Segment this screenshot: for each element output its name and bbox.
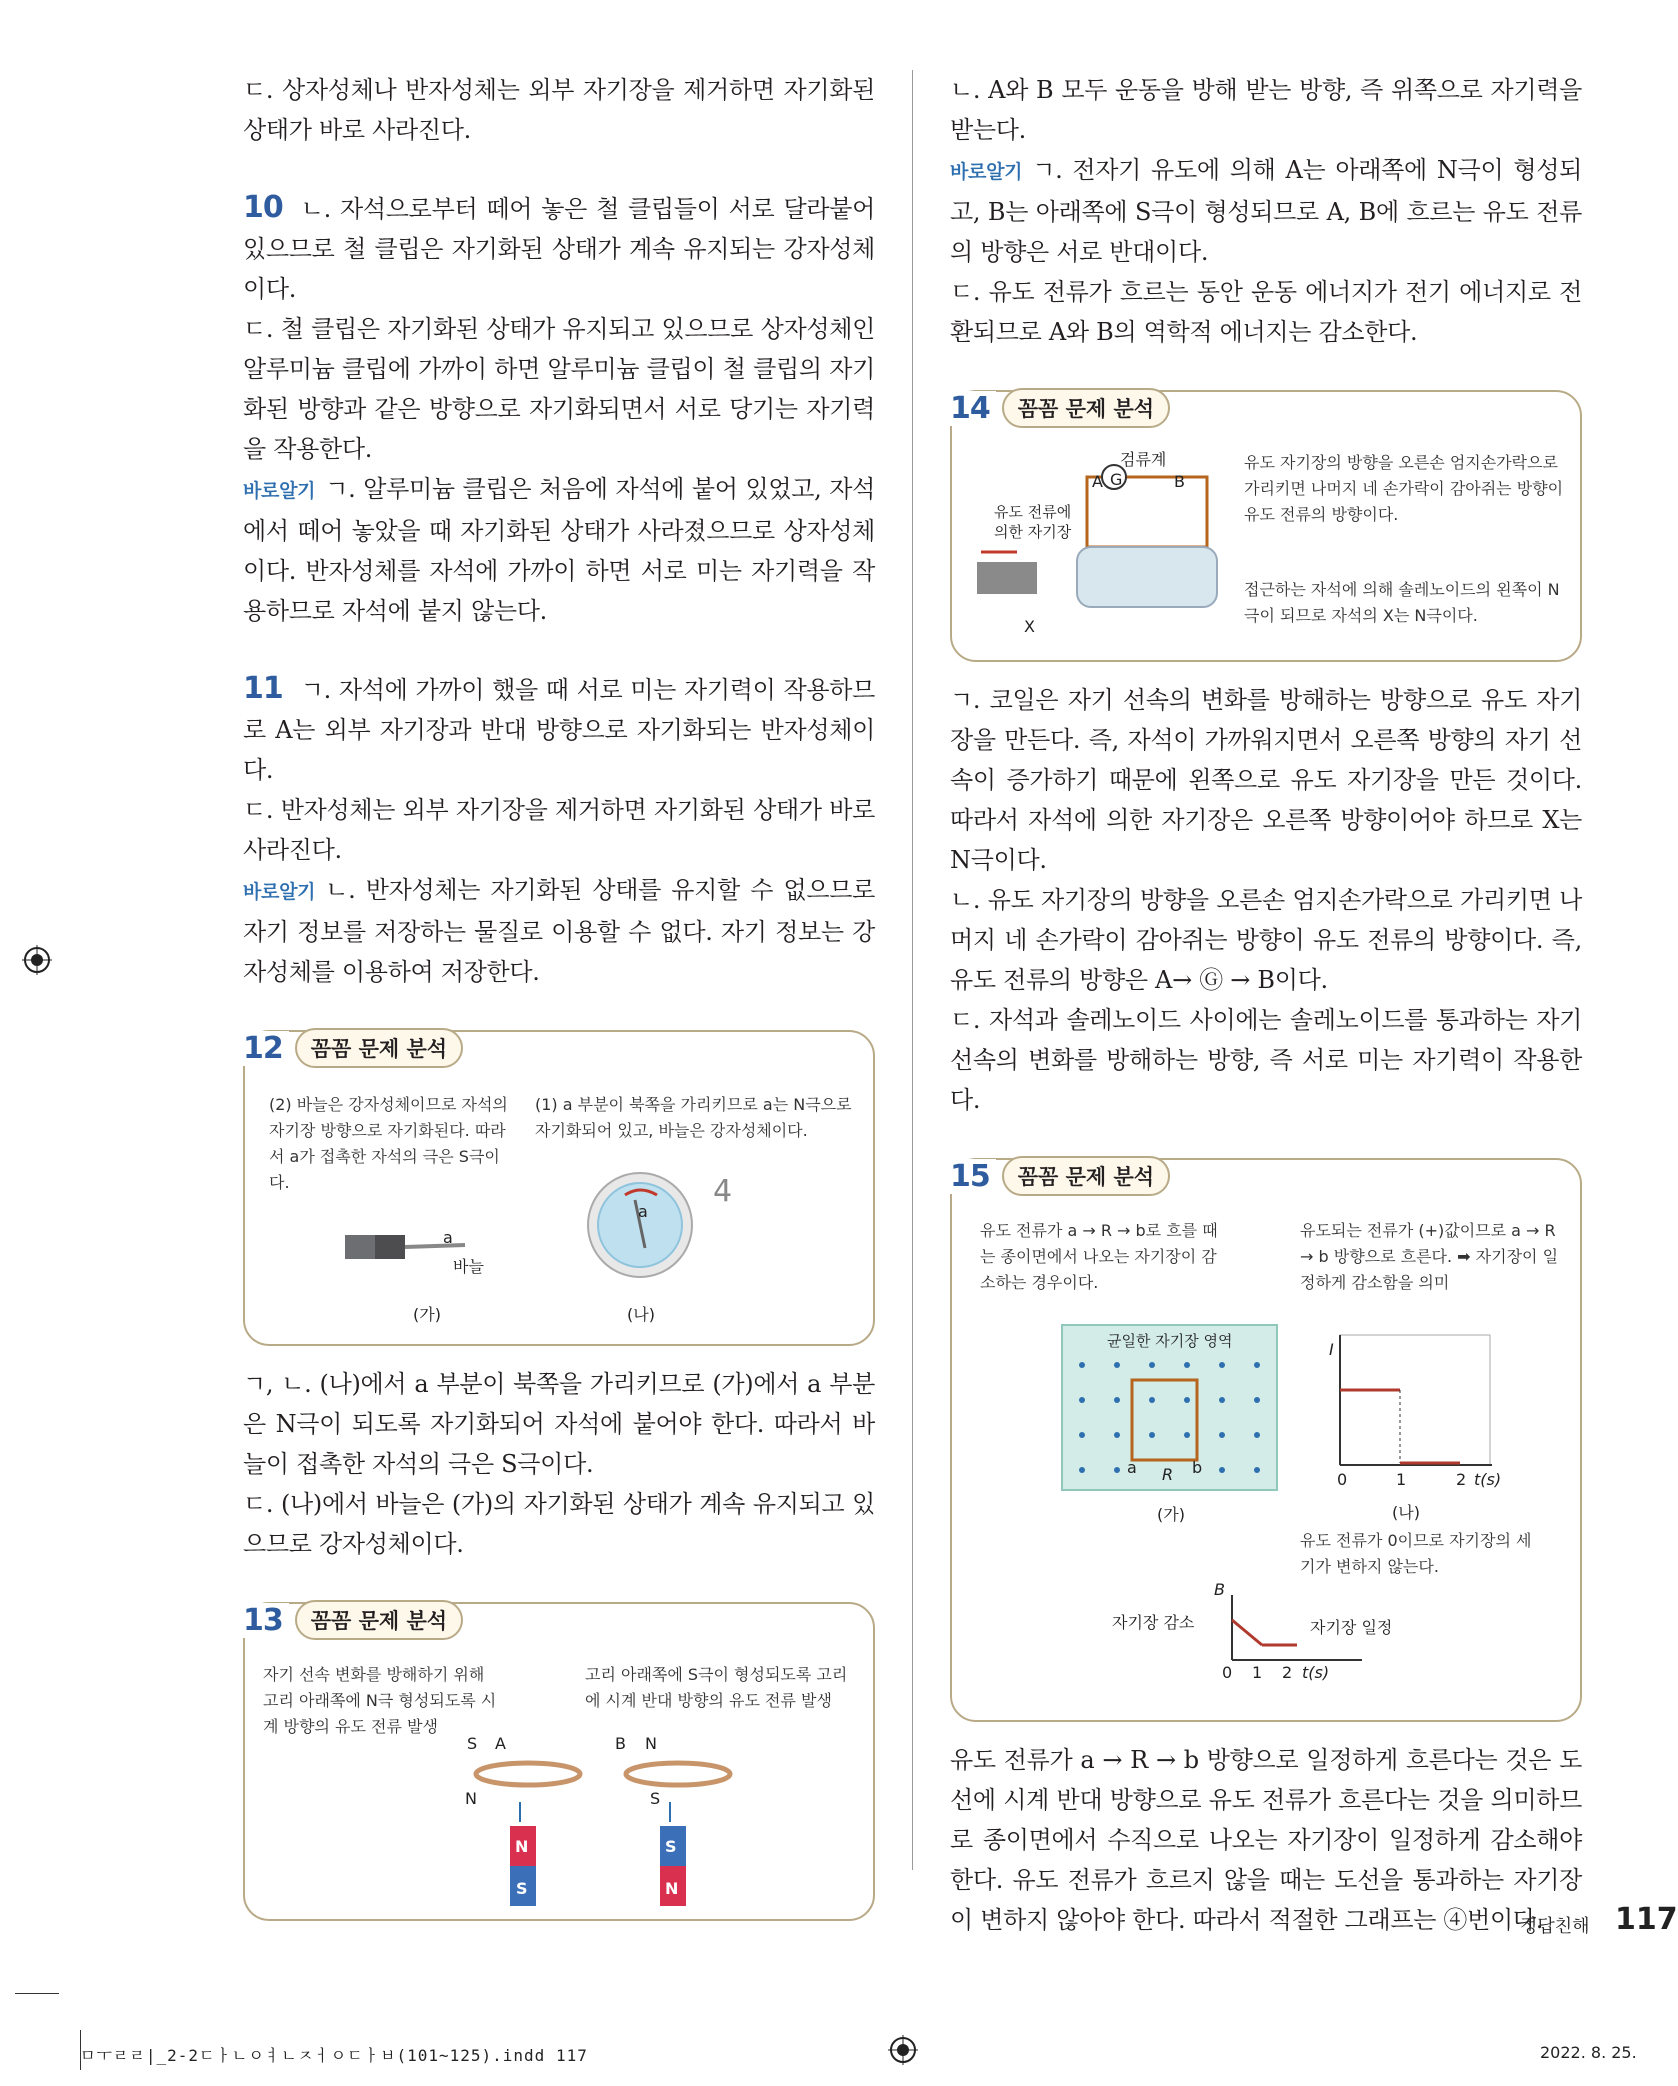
label-G: G [1110,470,1123,489]
q10-baro [243,469,875,631]
registration-mark-icon [22,945,52,975]
label-constant: 자기장 일정 [1310,1618,1393,1637]
label-a2: a [638,1202,648,1221]
circuit-wire [1087,477,1207,547]
right-column [950,70,1582,1940]
caption-na: (나) [627,1305,655,1324]
page-label: 정답친해 [1520,1916,1590,1937]
label-X: X [1024,617,1035,636]
left-column [243,70,875,1921]
rings-magnets-figure [470,1754,760,1914]
ring-a [476,1763,580,1785]
question-number: 10 [243,190,283,225]
label-A: A [495,1734,506,1753]
graph-I-label: I [1329,1340,1334,1359]
q14-note-2: 접근하는 자석에 의해 솔레노이드의 왼쪽이 N극이 되므로 자석의 X는 N극이다. [1244,580,1560,625]
b-tick-2: 2 [1282,1663,1293,1682]
label-induced-field: 유도 전류에 의한 자기장 [994,503,1072,541]
label-a: a [1127,1458,1137,1477]
label-galvanometer: 검류계 [1120,450,1167,469]
q11-baro [243,870,875,992]
caption-ga: (가) [1157,1505,1185,1524]
analysis-tag: 꼼꼼 문제 분석 [1002,388,1170,428]
solenoid-tube [1077,547,1217,607]
q14-p1: ㄱ. 코일은 자기 선속의 변화를 방해하는 방향으로 유도 자기장을 만든다. 즉, 자석이 가까워지면서 오른쪽 방향의 자기 선속이 증가하기 때문에 왼쪽으로 유도 자기장을 만든 것이다. 따라서 자석에 의한 자기장은 오른쪽 방향이어야 하므로 X는 N극이다. [950,686,1582,874]
b-tick-0: 0 [1222,1663,1233,1682]
caption-ga: (가) [413,1305,441,1324]
label-a: a [443,1228,453,1247]
analysis-tag: 꼼꼼 문제 분석 [1002,1156,1170,1196]
label-S2: S [650,1789,661,1808]
caption-na: (나) [1392,1503,1420,1522]
baro-label: 바로알기 [243,480,316,502]
label-needle: 바늘 [453,1257,484,1276]
q15-analysis-box [950,1158,1582,1722]
label-b: b [1192,1458,1203,1477]
q13-note-left: 자기 선속 변화를 방해하기 위해 고리 아래쪽에 N극 형성되도록 시계 방향의 유도 전류 발생 [263,1665,497,1736]
registration-mark-icon [888,2035,918,2065]
question-number: 14 [944,391,996,426]
q12-p2: ㄷ. (나)에서 바늘은 (가)의 자기화된 상태가 계속 유지되고 있으므로 강자성체이다. [243,1490,875,1558]
label-N2: N [645,1734,657,1753]
t-label: t(s) [1474,1470,1502,1489]
baro-label: 바로알기 [950,161,1023,183]
magnet1-bottom-label: S [516,1879,528,1898]
footer-filename: ㅁㅜㄹㄹ|_2-2ㄷㅏㄴㅇㅕㄴㅈㅓㅇㄷㅏㅂ(101~125).indd 117 [80,2046,588,2065]
q13-note-right: 고리 아래쪽에 S극이 형성되도록 고리에 시계 반대 방향의 유도 전류 발생 [585,1665,848,1710]
q10-baro-text: ㄱ. 알루미늄 클립은 처음에 자석에 붙어 있었고, 자석에서 떼어 놓았을 때 자기화된 상태가 사라졌으므로 상자성체이다. 반자성체를 자석에 가까이 하면 서로 미는 자기력을 작용하므로 자석에 붙지 않는다. [243,475,875,625]
analysis-tag: 꼼꼼 문제 분석 [295,1600,463,1640]
label-B: B [615,1734,626,1753]
bar-magnet [977,562,1037,594]
b-decrease-line [1232,1620,1262,1645]
q12-note-left: (2) 바늘은 강자성체이므로 자석의 자기장 방향으로 자기화된다. 따라서 a가 접촉한 자석의 극은 S극이다. [269,1095,508,1192]
box-header [237,1028,463,1068]
q12-analysis-box [243,1030,875,1346]
b-t-label: t(s) [1302,1663,1330,1682]
q14-note-1: 유도 자기장의 방향을 오른손 엄지손가락으로 가리키면 나머지 네 손가락이 감아쥐는 방향이 유도 전류의 방향이다. [1244,453,1564,524]
q10-p1 [243,188,875,309]
question-number: 13 [237,1603,289,1638]
compass-figure [585,1170,695,1280]
baro-paragraph [950,150,1582,272]
crop-line [15,1993,59,1994]
column-divider [912,70,913,1870]
ring-b [626,1763,730,1785]
graph-B-label: B [1214,1580,1225,1599]
tick-0: 0 [1337,1470,1348,1489]
paragraph: ㄷ. 유도 전류가 흐르는 동안 운동 에너지가 전기 에너지로 전환되므로 A와 B의 역학적 에너지는 감소한다. [950,278,1582,346]
solenoid-figure [967,447,1247,647]
page-number: 117 [1615,1902,1678,1937]
baro-text: ㄱ. 전자기 유도에 의해 A는 아래쪽에 N극이 형성되고, B는 아래쪽에 S극이 형성되므로 A, B에 흐르는 유도 전류의 방향은 서로 반대이다. [950,156,1582,266]
question-number: 12 [237,1031,289,1066]
q12-p1: ㄱ, ㄴ. (나)에서 a 부분이 북쪽을 가리키므로 (가)에서 a 부분은 N극이 되도록 자기화되어 자석에 붙어야 한다. 따라서 바늘이 접촉한 자석의 극은 S극이다. [243,1370,875,1478]
label-N: N [465,1789,477,1808]
q14-p3: ㄷ. 자석과 솔레노이드 사이에는 솔레노이드를 통과하는 자기 선속의 변화를 방해하는 방향, 즉 서로 미는 자기력이 작용한다. [950,1006,1582,1114]
label-decrease: 자기장 감소 [1112,1613,1195,1632]
label-region: 균일한 자기장 영역 [1107,1332,1233,1350]
label-A: A [1092,472,1103,491]
magnet-half [375,1235,405,1259]
q11-p2: ㄷ. 반자성체는 외부 자기장을 제거하면 자기화된 상태가 바로 사라진다. [243,796,875,864]
needle [405,1245,465,1247]
label-R: R [1162,1465,1174,1484]
tick-2: 2 [1456,1470,1467,1489]
graph-frame [1340,1335,1490,1465]
label-B: B [1174,472,1185,491]
q10-p2: ㄷ. 철 클립은 자기화된 상태가 유지되고 있으므로 상자성체인 알루미늄 클립에 가까이 하면 알루미늄 클립이 철 클립의 자기화된 방향과 같은 방향으로 자기화되면서 서로 당기는 자기력을 작용한다. [243,315,875,463]
baro-label: 바로알기 [243,881,316,903]
q11-p1 [243,669,875,790]
question-number: 15 [944,1159,996,1194]
box-header [944,1156,1170,1196]
label-4: 4 [713,1174,733,1209]
analysis-tag: 꼼꼼 문제 분석 [295,1028,463,1068]
q15-note-right: 유도되는 전류가 (+)값이므로 a → R → b 방향으로 흐른다. ➡ 자기장이 일정하게 감소함을 의미 [1300,1221,1559,1292]
question-number: 11 [243,671,283,706]
q13-analysis-box [243,1602,875,1921]
label-S: S [467,1734,478,1753]
q14-p2: ㄴ. 유도 자기장의 방향을 오른손 엄지손가락으로 가리키면 나머지 네 손가락이 감아쥐는 방향이 유도 전류의 방향이다. 즉, 유도 전류의 방향은 A→ Ⓖ → B이다. [950,886,1582,994]
current-graph [1322,1330,1502,1485]
paragraph: ㄴ. A와 B 모두 운동을 방해 받는 방향, 즉 위쪽으로 자기력을 받는다. [950,76,1582,144]
q15-note-left: 유도 전류가 a → R → b로 흐를 때는 종이면에서 나오는 자기장이 감소하는 경우이다. [980,1221,1218,1292]
q15-p1: 유도 전류가 a → R → b 방향으로 일정하게 흐른다는 것은 도선에 시계 반대 방향으로 유도 전류가 흐른다는 것을 의미하므로 종이면에서 수직으로 나오는 자기장이 일정하게 감소해야 한다. 유도 전류가 흐르지 않을 때는 도선을 통과하는 자기장이 변하지 않아야 한다. 따라서 적절한 그래프는 ④번이다. [950,1746,1582,1934]
b-tick-1: 1 [1252,1663,1263,1682]
q15-note-bottom: 유도 전류가 0이므로 자기장의 세기가 변하지 않는다. [1300,1531,1532,1576]
magnet1-top-label: N [515,1837,529,1856]
box-header [237,1600,463,1640]
paragraph: ㄷ. 상자성체나 반자성체는 외부 자기장을 제거하면 자기화된 상태가 바로 사라진다. [243,76,875,144]
magnet2-bottom-label: N [665,1879,679,1898]
q10-text: ㄴ. 자석으로부터 떼어 놓은 철 클립들이 서로 달라붙어 있으므로 철 클립은 자기화된 상태가 계속 유지되는 강자성체이다. [243,195,875,303]
q11-text: ㄱ. 자석에 가까이 했을 때 서로 미는 자기력이 작용하므로 A는 외부 자기장과 반대 방향으로 자기화되는 반자성체이다. [243,676,875,784]
q12-note-right: (1) a 부분이 북쪽을 가리키므로 a는 N극으로 자기화되어 있고, 바늘은 강자성체이다. [535,1095,852,1140]
box-header [944,388,1170,428]
magnet2-top-label: S [665,1837,677,1856]
footer-date: 2022. 8. 25. [1540,2043,1637,2062]
tick-1: 1 [1396,1470,1407,1489]
q14-analysis-box [950,390,1582,662]
q11-baro-text: ㄴ. 반자성체는 자기화된 상태를 유지할 수 없으므로 자기 정보를 저장하는 물질로 이용할 수 없다. 자기 정보는 강자성체를 이용하여 저장한다. [243,876,875,986]
